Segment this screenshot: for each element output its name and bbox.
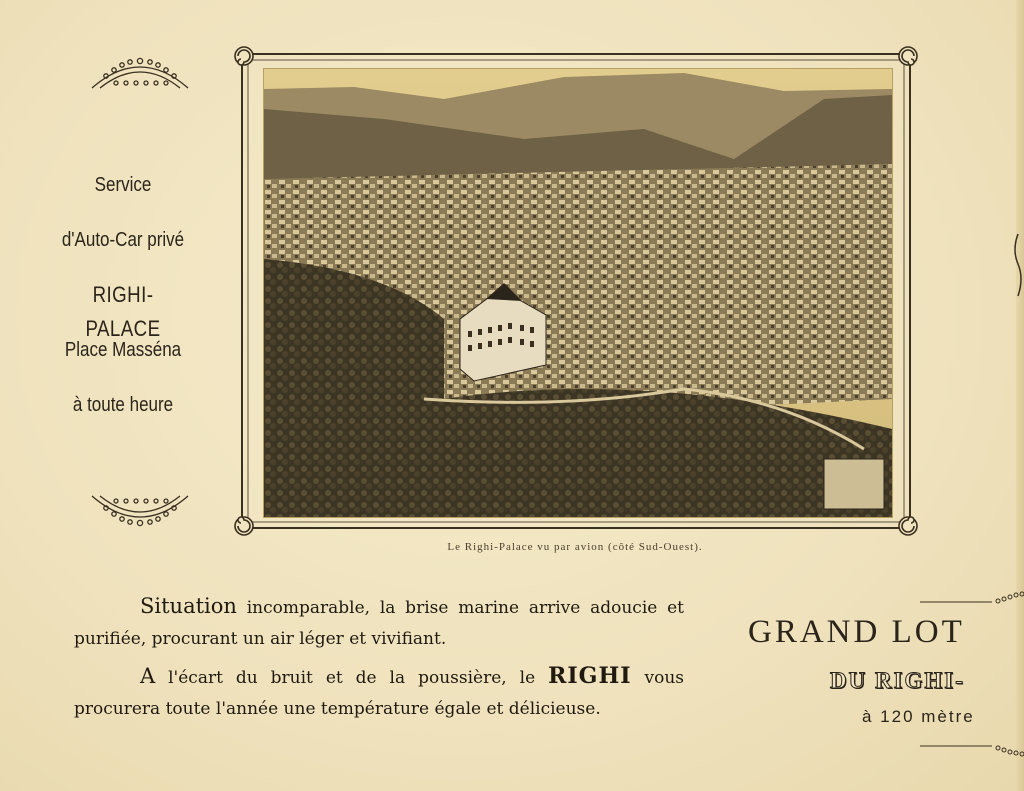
service-line: Service [94,174,152,196]
lead-word: Situation [140,594,237,618]
photo-caption: Le Righi-Palace vu par avion (côté Sud-Ouest). [447,541,703,553]
paragraph-text: vous procurera toute l'année une température égale et délicieuse. [74,668,684,719]
autocar-service-notice [48,168,198,443]
altitude-text: à 120 mètre [862,707,975,726]
description-text [74,591,684,725]
hotel-name-line: RIGHI-PALACE [85,282,161,341]
grand-hotel-title: GRAND LOT [748,614,965,650]
paragraph-situation [74,591,684,655]
binding-ring-icon [1010,230,1024,300]
grand-hotel-heading-block [740,590,1024,770]
paragraph-text: l'écart du bruit et de la poussière, le [155,668,549,688]
pearl-garland-bottom-icon [86,490,194,534]
rule-ornament-top-icon [920,590,1024,606]
aerial-view-illustration [264,69,892,517]
aerial-photograph [263,68,893,518]
righi-keyword: RIGHI [548,663,632,689]
paragraph-text: incomparable, la brise marine arrive adoucie et purifiée, procurant un air léger et vivifiant. [74,598,684,649]
rule-ornament-bottom-icon [920,740,1024,760]
grand-hotel-subtitle: DU RIGHI- [830,668,965,693]
pearl-garland-top-icon [86,50,194,94]
lead-letter: A [140,664,156,688]
location-line: Place Masséna [64,339,182,361]
schedule-line: à toute heure [72,394,174,416]
autocar-line: d'Auto-Car privé [61,229,185,251]
paragraph-climate [74,661,684,725]
